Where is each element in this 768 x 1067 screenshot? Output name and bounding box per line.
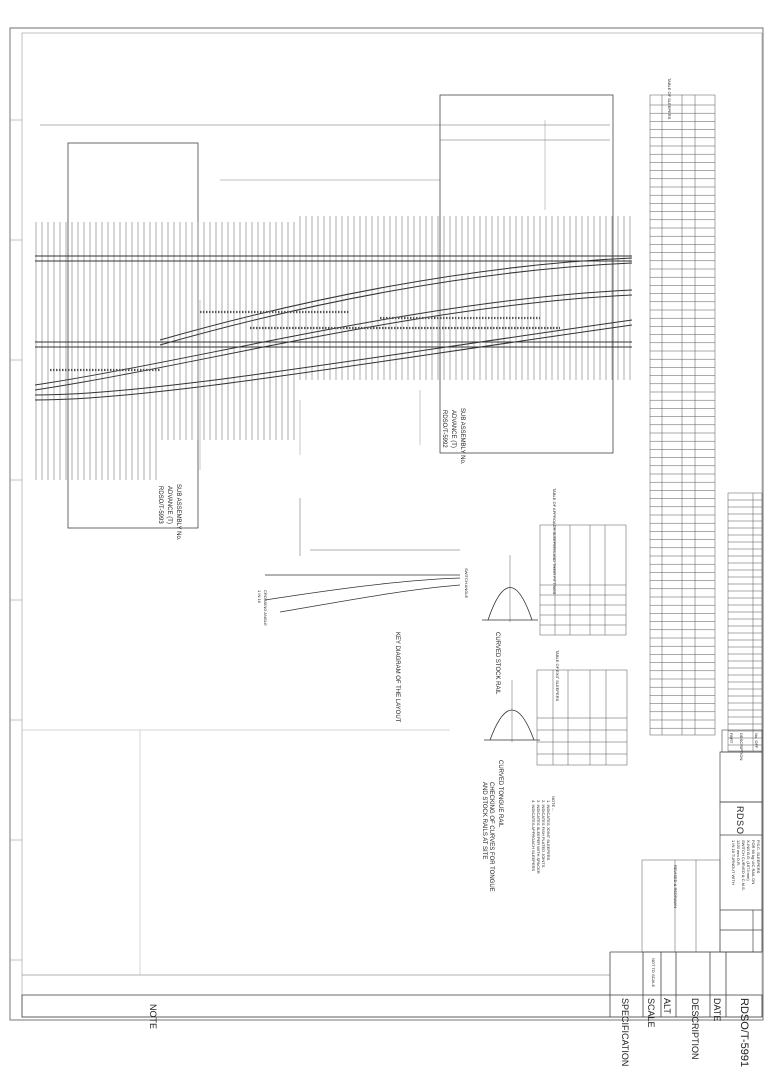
notes-key-heading: NOTE :- [551,796,556,811]
title-line-3: SWITCH CURVED & C.M.S. [741,840,746,891]
date-label: DATE [712,998,722,1022]
sleeper-table-title: TABLE OF SLEEPERS [667,78,672,120]
description-header: DESCRIPTION [739,733,744,761]
curved-stock-rail-figure [482,555,540,742]
crossing-angle-label: CROSSING ANGLE [263,590,268,626]
sub-assembly-top-code: RDSO/T-5992 [441,410,447,448]
title-line-5: FOR 60 kg UIC RAIL ON [751,840,756,885]
sub-assembly-top-label: SUB ASSEMBLY No. [459,408,465,465]
title-line-1: 1 IN 16 TURNOUT WITH [731,840,736,885]
exit-table-title: TABLE OF EXIT SLEEPERS [555,650,560,702]
description-label: DESCRIPTION [690,998,700,1060]
table-of-sleepers [650,95,715,735]
checking-curves-title: CHECKING OF CURVES FOR TONGUE [488,782,494,892]
key-diagram-title: KEY DIAGRAM OF THE LAYOUT [394,632,400,723]
crossing-angle-value: 1 IN 16 [257,590,262,603]
key-diagram [265,498,460,612]
switch-angle-label: SWITCH ANGLE [464,568,469,599]
revision-block [642,860,720,952]
approach-table-title: TABLE OF APPROACH SLEEPERS AND THEIR FITTINGS [552,488,557,595]
parts-list-table [728,493,762,751]
drawing-number: RDSO/T-5991 [738,998,750,1067]
note-heading: NOTE [148,1004,158,1030]
exit-sleepers-table [537,670,627,765]
specification-label: SPECIFICATION [620,998,630,1067]
not-to-scale-label: NOT TO SCALE [651,958,656,988]
org-letter-2: D [735,813,745,820]
title-line-2: 1220 mm O.R. [736,840,741,867]
notes-key-line-3: 3. INDICATES SLEEPER WITH SPACER [536,800,541,874]
org-letter-4: O [735,827,745,835]
sub-assembly-top-advance: ADVANCE (T) [450,410,456,448]
title-line-6: P.S.C. SLEEPERS [756,840,761,874]
scale-label: SCALE [646,998,656,1028]
fastening-strips [50,312,560,370]
revised-redrawn-label: REVISED & REDRAWN [673,865,678,908]
inner-border [22,33,762,1017]
org-letter-3: S [735,820,745,827]
left-margin-marks [10,120,22,960]
sub-assembly-bottom-code: RDSO/T-5993 [157,486,163,524]
org-letter-1: R [735,806,745,813]
sub-assembly-bottom-advance: ADVANCE (T) [166,486,172,524]
curved-tongue-rail-title: CURVED TONGUE RAIL [497,760,503,828]
checking-curves-title-2: AND STOCK RAILS AT SITE [481,782,487,860]
sub-assembly-bottom-label: SUB ASSEMBLY No. [175,484,181,541]
alt-label: ALT [662,998,672,1014]
title-line-4: X-ING B.G. (1673 mm) [746,840,751,881]
sub-assembly-box-bottom [68,143,198,528]
curved-stock-rail-title: CURVED STOCK RAIL [494,632,500,695]
part-header: PART [729,733,734,744]
qty-header: No. OFF [754,733,759,749]
notes-key-line-2: 2. INDICATES FISH PLATED JOINTS [541,800,546,868]
notes-key-line-4: 4. INDICATES APPROACH SLEEPERS [531,800,536,872]
notes-key-line-1: 1. INDICATES JOINT SLEEPERS [546,800,551,861]
